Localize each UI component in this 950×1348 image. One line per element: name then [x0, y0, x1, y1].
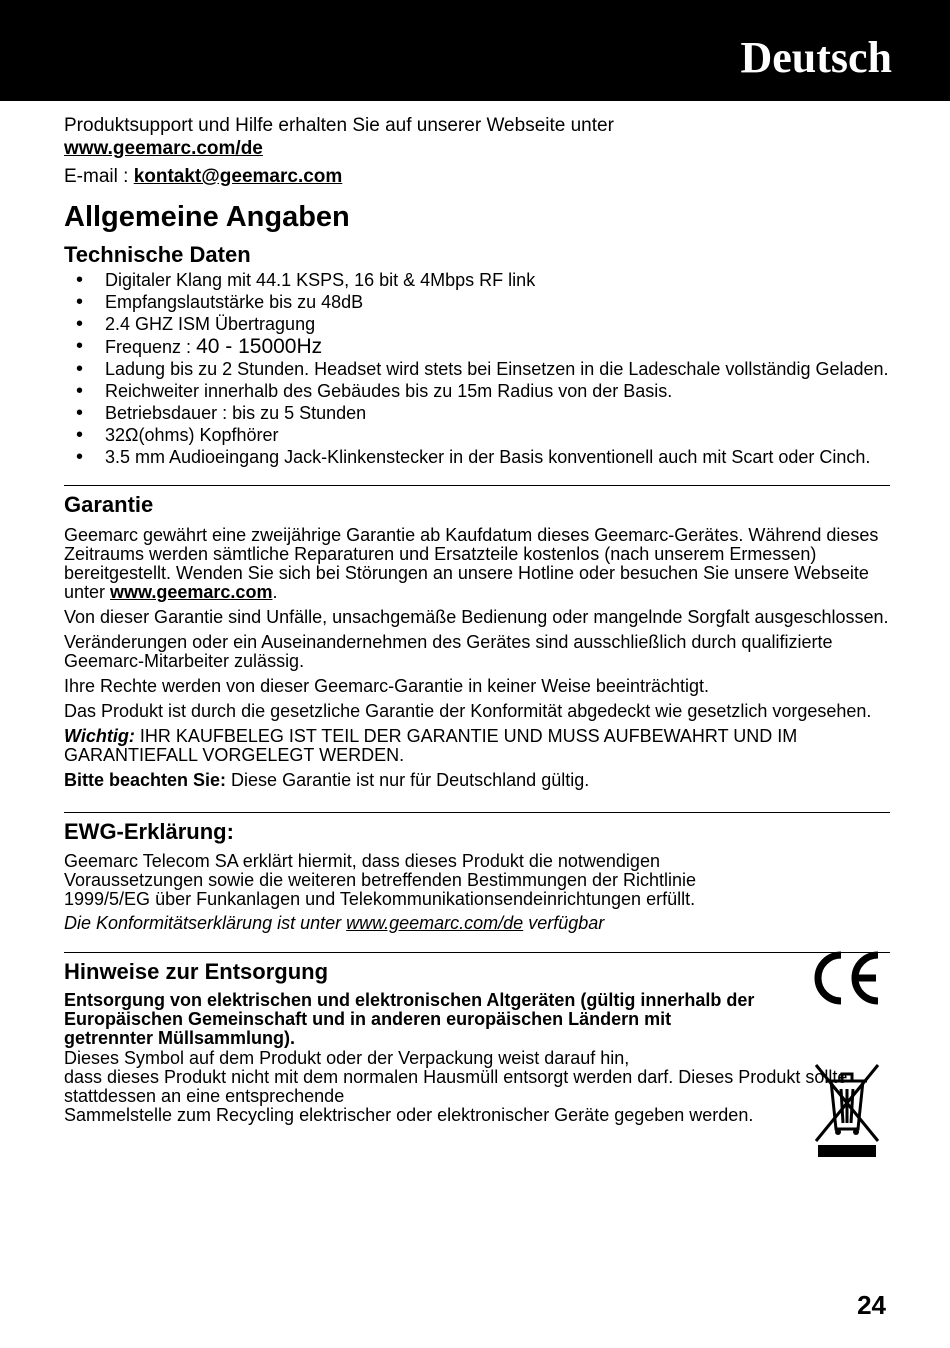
conformity-prefix: Die Konformitätserklärung ist unter	[64, 913, 347, 933]
section-divider	[64, 812, 890, 813]
warranty-important	[64, 727, 890, 765]
general-heading: Allgemeine Angaben	[64, 201, 350, 233]
support-text: Produktsupport und Hilfe erhalten Sie auf unserer Webseite unter	[64, 115, 614, 136]
warranty-paragraph-2: Von dieser Garantie sind Unfälle, unsachgemäße Bedienung oder mangelnde Sorgfalt ausgeschlossen.	[64, 607, 889, 627]
spec-item: • Ladung bis zu 2 Stunden. Headset wird stets bei Einsetzen in die Ladeschale vollständig Geladen.	[64, 360, 890, 379]
frequency-label: Frequenz :	[105, 337, 192, 357]
ewg-text: Geemarc Telecom SA erklärt hiermit, dass dieses Produkt die notwendigen Voraussetzungen sowie die weiteren betreffenden Bestimmungen der Richtlinie 1999/5/EG über Funkanlagen und Telekommunikationsendeinrichtungen erfüllt.	[64, 851, 697, 909]
tech-heading: Technische Daten	[64, 242, 251, 267]
ce-mark-icon	[808, 947, 882, 1009]
support-link[interactable]: www.geemarc.com/de	[64, 138, 263, 159]
spec-item: • Betriebsdauer : bis zu 5 Stunden	[64, 404, 890, 423]
spec-list	[64, 271, 890, 467]
warranty-text: Geemarc gewährt eine zweijährige Garantie ab Kaufdatum dieses Geemarc-Gerätes. Während dieses Zeitraums werden sämtliche Reparaturen und Ersatzteile kostenlos (nach unserem Ermessen) bereitgestellt. Wenden Sie sich bei Störungen an unsere Hotline oder besuchen Sie unsere Webseite unter	[64, 525, 879, 602]
crossed-bin-icon	[814, 1063, 880, 1157]
disposal-line-2: dass dieses Produkt nicht mit dem normalen Hausmüll entsorgt werden darf. Dieses Produkt sollte stattdessen an eine entsprechende	[64, 1067, 848, 1106]
important-label: Wichtig:	[64, 726, 135, 746]
spec-item: • Digitaler Klang mit 44.1 KSPS, 16 bit & 4Mbps RF link	[64, 271, 890, 290]
spec-item: • 32Ω(ohms) Kopfhörer	[64, 426, 890, 445]
warranty-note	[64, 771, 890, 790]
email-label: E-mail :	[64, 166, 129, 187]
disposal-heading: Hinweise zur Entsorgung	[64, 959, 329, 984]
note-text: Diese Garantie ist nur für Deutschland gültig.	[226, 770, 590, 790]
spec-item: • 2.4 GHZ ISM Übertragung	[64, 315, 890, 334]
email-line	[64, 165, 890, 188]
page-number: 24	[857, 1290, 886, 1320]
section-divider	[64, 485, 890, 486]
disposal-bold-text: Entsorgung von elektrischen und elektronischen Altgeräten (gültig innerhalb der Europäischen Gemeinschaft und in anderen europäischen Ländern mit getrennter Müllsammlung).	[64, 990, 755, 1048]
conformity-link[interactable]: www.geemarc.com/de	[346, 913, 524, 933]
page-content	[64, 114, 890, 1125]
warranty-period: .	[272, 582, 278, 602]
ewg-heading: EWG-Erklärung:	[64, 819, 234, 844]
page-header-bar	[0, 0, 950, 101]
warranty-paragraph-5: Das Produkt ist durch die gesetzliche Garantie der Konformität abgedeckt wie gesetzlich vorgesehen.	[64, 701, 872, 721]
section-divider	[64, 952, 890, 953]
warranty-paragraph-1	[64, 526, 890, 602]
spec-item: • Empfangslautstärke bis zu 48dB	[64, 293, 890, 312]
note-label: Bitte beachten Sie:	[64, 770, 227, 790]
warranty-paragraph-4: Ihre Rechte werden von dieser Geemarc-Garantie in keiner Weise beeinträchtigt.	[64, 676, 709, 696]
disposal-line-3: Sammelstelle zum Recycling elektrischer oder elektronischer Geräte gegeben werden.	[64, 1105, 754, 1125]
warranty-paragraph-3: Veränderungen oder ein Auseinandernehmen des Gerätes sind ausschließlich durch qualifizierte Geemarc-Mitarbeiter zulässig.	[64, 632, 833, 671]
conformity-suffix: verfügbar	[523, 913, 605, 933]
email-link[interactable]: kontakt@geemarc.com	[133, 166, 343, 187]
warranty-link[interactable]: www.geemarc.com	[110, 582, 273, 602]
important-text: IHR KAUFBELEG IST TEIL DER GARANTIE UND MUSS AUFBEWAHRT UND IM GARANTIEFALL VORGELEGT WERDEN.	[64, 726, 798, 765]
spec-item: • 3.5 mm Audioeingang Jack-Klinkenstecker in der Basis konventionell auch mit Scart oder Cinch.	[64, 448, 890, 467]
spec-item-frequency	[64, 337, 890, 357]
spec-item: • Reichweiter innerhalb des Gebäudes bis zu 15m Radius von der Basis.	[64, 382, 890, 401]
ewg-conformity	[64, 914, 890, 933]
warranty-heading: Garantie	[64, 492, 154, 517]
disposal-line-1: Dieses Symbol auf dem Produkt oder der Verpackung weist darauf hin,	[64, 1048, 630, 1068]
frequency-value: 40 - 15000Hz	[196, 335, 323, 358]
language-title: Deutsch	[740, 33, 892, 82]
